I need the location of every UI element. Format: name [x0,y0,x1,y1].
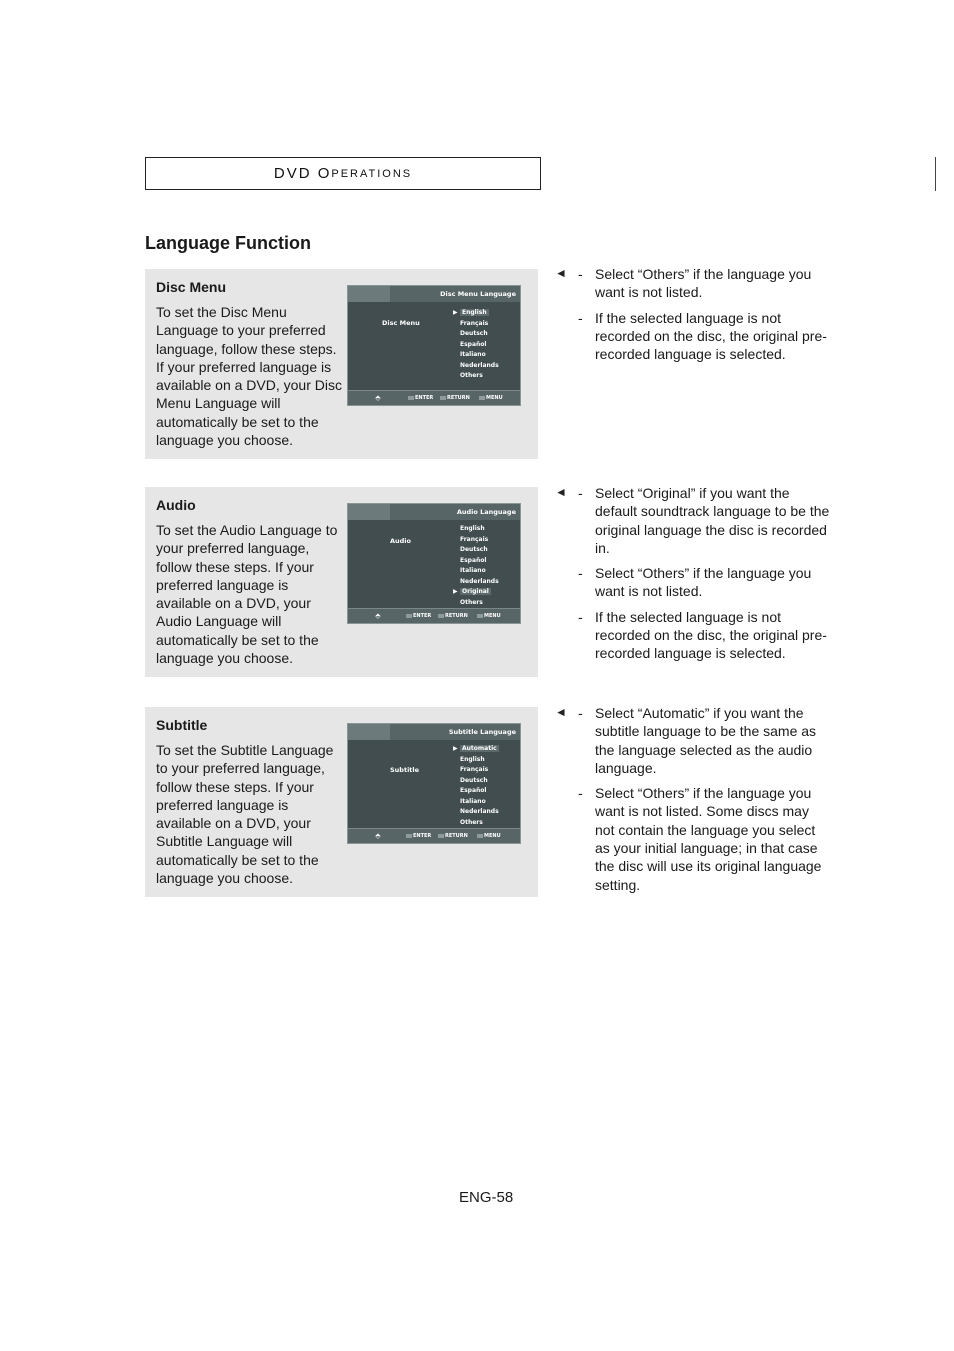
navigation-pad-icon: ⬘ [375,612,381,620]
subtitle-panel [145,707,538,897]
menu-key-icon [479,396,485,400]
return-key-hint: RETURN [438,613,468,619]
menu-key-icon [477,834,483,838]
menu-key-hint: MENU [477,833,501,839]
option-deutsch[interactable]: Deutsch [460,330,488,337]
option-english[interactable]: English [460,525,485,532]
screen-menu-label: Subtitle [390,766,420,774]
menu-key-hint: MENU [477,613,501,619]
option-nederlands[interactable]: Nederlands [460,577,499,585]
option-italiano[interactable]: Italiano [460,797,486,805]
chapter-header [145,157,541,190]
chapter-header-rest: PERATIONS [331,167,413,180]
return-key-icon [438,614,444,618]
menu-key-icon [477,614,483,618]
option-francais[interactable]: Français [460,535,489,543]
option-list [453,524,499,608]
note-item: - Select “Automatic” if you want the subtitle language to be the same as the language selected as the audio language. [578,705,817,776]
navigation-pad-icon: ⬘ [375,394,381,402]
enter-key-icon [406,614,412,618]
option-deutsch[interactable]: Deutsch [460,776,488,784]
option-italiano[interactable]: Italiano [460,351,486,358]
panel-body: To set the Disc Menu Language to your preferred language, follow these steps. If your preferred language is available on a DVD, your Disc Menu Language will automatically be set to the language you choose. [156,304,342,449]
option-others[interactable]: Others [460,818,483,826]
panel-title: Audio [156,497,196,513]
screen-menu-label: Audio [390,537,412,545]
screen-tab [348,724,390,740]
note-item: - If the selected language is not recorded on the disc, the original pre-recorded language is selected. [578,608,827,662]
panel-body: To set the Subtitle Language to your preferred language, follow these steps. If your preferred language is available on a DVD, your Subtitle Language will automatically be set to the language you choose. [156,742,334,887]
select-arrow-icon: ▶ [453,588,458,595]
screen-tab [348,286,390,302]
screen-menu-label: Disc Menu [382,319,420,327]
note-arrow-icon: ◄ [555,705,567,719]
return-key-icon [438,834,444,838]
section-title: Language Function [145,233,311,253]
page-number: ENG-58 [459,1189,514,1206]
option-francais[interactable]: Français [460,766,489,773]
return-key-hint: RETURN [438,833,468,839]
subtitle-notes [555,704,830,901]
option-espanol[interactable]: Español [460,787,487,794]
option-nederlands[interactable]: Nederlands [460,361,499,369]
screen-bottombar [348,390,520,405]
menu-key-hint: MENU [479,395,503,401]
screen-topbar [348,286,520,302]
return-key-icon [440,396,446,400]
audio-panel [145,487,538,677]
subtitle-screen [347,723,521,844]
disc-menu-panel [145,269,538,459]
option-list [453,744,499,828]
disc-menu-notes [555,265,830,370]
note-item: - Select “Others” if the language you want is not listed. [578,266,812,301]
enter-key-hint: ENTER [406,833,431,839]
enter-key-icon [406,834,412,838]
chapter-header-cap: DVD O [273,165,332,182]
select-arrow-icon: ▶ [453,309,458,316]
note-arrow-icon: ◄ [555,485,567,499]
option-francais[interactable]: Français [460,319,489,327]
option-original[interactable]: ▶ Original [460,587,499,598]
option-list [453,308,499,382]
option-espanol[interactable]: Español [460,340,487,348]
screen-bottombar [348,828,520,843]
option-others[interactable]: Others [460,598,483,606]
screen-title: Disc Menu Language [440,290,516,298]
navigation-pad-icon: ⬘ [375,832,381,840]
panel-body: To set the Audio Language to your preferred language, follow these steps. If your preferred language is available on a DVD, your Audio Language will automatically be set to the language you choose. [156,522,338,667]
enter-key-hint: ENTER [408,395,433,401]
option-automatic[interactable]: ▶ Automatic [460,744,499,755]
screen-topbar [348,724,520,740]
option-nederlands[interactable]: Nederlands [460,808,499,815]
screen-title: Subtitle Language [448,728,516,736]
option-deutsch[interactable]: Deutsch [460,546,488,553]
note-arrow-icon: ◄ [555,266,567,280]
option-espanol[interactable]: Español [460,556,487,564]
disc-menu-screen [347,285,521,406]
enter-key-hint: ENTER [406,613,431,619]
option-italiano[interactable]: Italiano [460,567,486,574]
return-key-hint: RETURN [440,395,470,401]
select-arrow-icon: ▶ [453,745,458,752]
panel-title: Subtitle [156,717,208,733]
note-item: - Select “Others” if the language you want is not listed. [578,565,812,600]
audio-screen [347,503,521,624]
note-item: - Select “Original” if you want the default soundtrack language to be the original language the disc is recorded in. [578,485,830,556]
screen-topbar [348,504,520,520]
screen-bottombar [348,608,520,623]
note-item: - Select “Others” if the language you want is not listed. Some discs may not contain the language you select as your initial language; in that case the disc will use its original language setting. [578,785,822,893]
page-edge-mark [935,157,936,191]
note-item: - If the selected language is not recorded on the disc, the original pre-recorded language is selected. [578,309,827,363]
screen-tab [348,504,390,520]
enter-key-icon [408,396,414,400]
option-english[interactable]: English [460,755,485,763]
option-others[interactable]: Others [460,372,483,379]
screen-title: Audio Language [456,508,516,516]
panel-title: Disc Menu [156,279,227,295]
option-english[interactable]: ▶ English [460,308,499,319]
audio-notes [555,484,830,670]
